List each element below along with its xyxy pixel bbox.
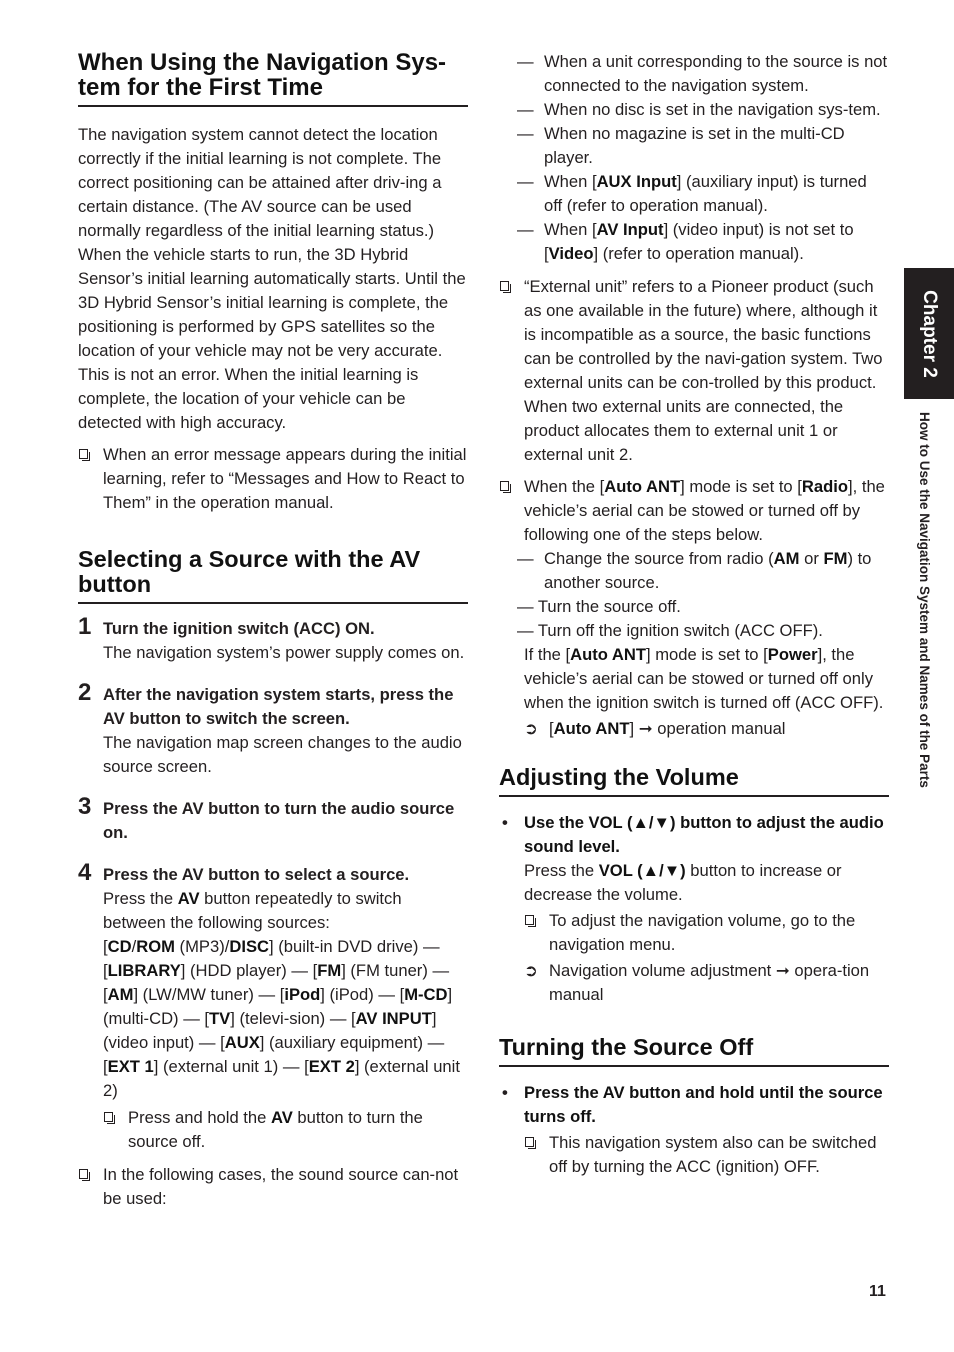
- dash-item: [499, 122, 889, 170]
- heading-source-off: Turning the Source Off: [499, 1035, 889, 1067]
- note-text: In the following cases, the sound source can-not be used:: [103, 1165, 459, 1208]
- em-dash: —: [517, 52, 534, 71]
- em-dash: —: [517, 124, 534, 143]
- dash-item: [517, 595, 889, 619]
- right-column: [499, 50, 889, 1179]
- step-number: 3: [78, 793, 92, 820]
- step-body: The navigation map screen changes to the audio source screen.: [103, 733, 462, 776]
- bullet-volume: [499, 811, 889, 1007]
- reference-arrow-icon: ➲: [524, 719, 538, 738]
- em-dash: —: [517, 621, 534, 640]
- dash-text: When no magazine is set in the multi-CD player.: [544, 124, 845, 167]
- note-text: Press and hold the: [128, 1108, 271, 1127]
- em-dash: —: [517, 597, 534, 616]
- step-heading: Press the AV button to select a source.: [103, 865, 410, 884]
- step-2: [78, 679, 468, 779]
- volume-body: Press the VOL (▲/▼) button to increase or decrease the volume.: [524, 861, 842, 904]
- note-hold-av: [103, 1106, 468, 1154]
- left-column: [78, 50, 468, 1211]
- heading-select-source: Selecting a Source with the AV button: [78, 547, 468, 604]
- note-text: This navigation system also can be switched off by turning the ACC (ignition) OFF.: [549, 1133, 877, 1176]
- bullet-source-off: [499, 1081, 889, 1179]
- intro-paragraph-1: The navigation system cannot detect the location correctly if the initial learning is not complete. The correct positioning can be attained after driv-ing a certain distance. (The AV source can be used normally regardless of the initial learning status.): [78, 125, 442, 240]
- step-number: 2: [78, 679, 92, 706]
- note-text: To adjust the navigation volume, go to the navigation menu.: [549, 911, 856, 954]
- auto-ant-power-text: If the [Auto ANT] mode is set to [Power], the vehicle’s aerial can be stowed or turned off only when the ignition switch is turned off (ACC OFF).: [524, 645, 884, 712]
- heading-first-time: When Using the Navigation Sys- tem for the First Time: [78, 50, 468, 107]
- reference-text: Navigation volume adjustment ➞ opera-tion manual: [549, 961, 870, 1004]
- em-dash: —: [517, 549, 534, 568]
- note-text: “External unit” refers to a Pioneer product (such as one available in the future) where, although it is incompatible as a source, the basic functions can be controlled by the navi-gation system. Two external units can be con-trolled by this product. When two external units are connected, the product allocates them to external unit 1 or external unit 2.: [524, 277, 883, 464]
- em-dash: —: [517, 172, 534, 191]
- dash-text: When no disc is set in the navigation sys-tem.: [544, 100, 881, 119]
- reference-arrow-icon: ➲: [524, 961, 538, 980]
- note-external-unit: [499, 275, 889, 467]
- source-list-text: Press the AV button repeatedly to switch between the following sources: [CD/ROM (MP3)/DISC] (built-in DVD drive) — [LIBRARY] (HDD player) — [FM] (FM tuner) — [AM] (LW/MW tuner) — [iPod] (iPod) — [M-CD] (multi-CD) — [TV] (televi-sion) — [AV INPUT] (video input) — [AUX] (auxiliary equipment) — [EXT 1] (external unit 1) — [EXT 2] (external unit 2): [103, 889, 460, 1100]
- step-heading: Press the AV button to turn the audio source on.: [103, 799, 455, 842]
- step-number: 1: [78, 613, 92, 640]
- dash-item: [517, 619, 889, 643]
- heading-adjust-volume: Adjusting the Volume: [499, 765, 889, 797]
- checkbox-note-icon: [79, 1169, 88, 1179]
- dash-item: — When [AV Input] (video input) is not set to [Video] (refer to operation manual).: [517, 220, 854, 263]
- checkbox-note-icon: [525, 1137, 534, 1147]
- dash-item: [499, 50, 889, 98]
- note-error-message: [78, 443, 468, 515]
- note-acc-off: [524, 1131, 889, 1179]
- dash-text: When a unit corresponding to the source is not connected to the navigation system.: [544, 52, 888, 95]
- checkbox-note-icon: [500, 481, 509, 491]
- bullet-icon: •: [502, 813, 508, 832]
- dash-item: — Change the source from radio (AM or FM) to another source.: [517, 549, 872, 592]
- note-text: When an error message appears during the initial learning, refer to “Messages and How to React to Them” in the operation manual.: [103, 445, 467, 512]
- em-dash: —: [517, 100, 534, 119]
- em-dash: —: [517, 220, 534, 239]
- dash-item: — When [AUX Input] (auxiliary input) is turned off (refer to operation manual).: [517, 172, 867, 215]
- page-number: 11: [869, 1283, 886, 1300]
- reference-nav-volume: [524, 959, 889, 1007]
- bullet-heading: Press the AV button and hold until the source turns off.: [524, 1083, 883, 1126]
- checkbox-note-icon: [500, 281, 509, 291]
- step-body: The navigation system’s power supply comes on.: [103, 643, 465, 662]
- bullet-heading: Use the VOL (▲/▼) button to adjust the audio sound level.: [524, 813, 884, 856]
- intro-paragraph-2: When the vehicle starts to run, the 3D Hybrid Sensor’s initial learning automatically starts. Until the 3D Hybrid Sensor’s initial learning is complete, the positioning is performed by GPS satellites so the location of your vehicle may not be very accurate. This is not an error. When the initial learning is complete, the location of your vehicle can be detected with high accuracy.: [78, 245, 466, 432]
- checkbox-note-icon: [104, 1112, 113, 1122]
- step-4: [78, 859, 468, 1154]
- bullet-icon: •: [502, 1083, 508, 1102]
- note-cases: [78, 1163, 468, 1211]
- note-text: button to turn the source off.: [128, 1108, 423, 1151]
- step-1: [78, 613, 468, 665]
- dash-item: [499, 98, 889, 122]
- reference-auto-ant: ➲ [Auto ANT] ➞ operation manual: [524, 717, 889, 741]
- note-nav-volume: [524, 909, 889, 957]
- chapter-tab: [904, 268, 954, 399]
- checkbox-note-icon: [525, 915, 534, 925]
- step-3: [78, 793, 468, 845]
- chapter-label: Chapter 2: [919, 289, 940, 378]
- note-auto-ant: When the [Auto ANT] mode is set to [Radio], the vehicle’s aerial can be stowed or turned off by following one of the steps below. — Change the source from radio (AM or FM) to another source. — Turn the source off. — Turn off the ignition switch (ACC OFF). If the [Auto ANT] mode is set to [Power], the vehicle’s aerial can be stowed or turned off only when the ignition switch is turned off (ACC OFF). ➲ [Auto ANT] ➞ operation manual: [499, 475, 889, 741]
- checkbox-note-icon: [79, 449, 88, 459]
- step-heading: After the navigation system starts, press the AV button to switch the screen.: [103, 685, 454, 728]
- note-bold: AV: [270, 1108, 293, 1127]
- dash-text: Turn off the ignition switch (ACC OFF).: [537, 621, 823, 640]
- chapter-title: How to Use the Navigation System and Names of the Parts: [917, 412, 932, 788]
- step-heading: Turn the ignition switch (ACC) ON.: [103, 619, 375, 638]
- dash-text: Turn the source off.: [537, 597, 681, 616]
- step-number: 4: [78, 859, 92, 886]
